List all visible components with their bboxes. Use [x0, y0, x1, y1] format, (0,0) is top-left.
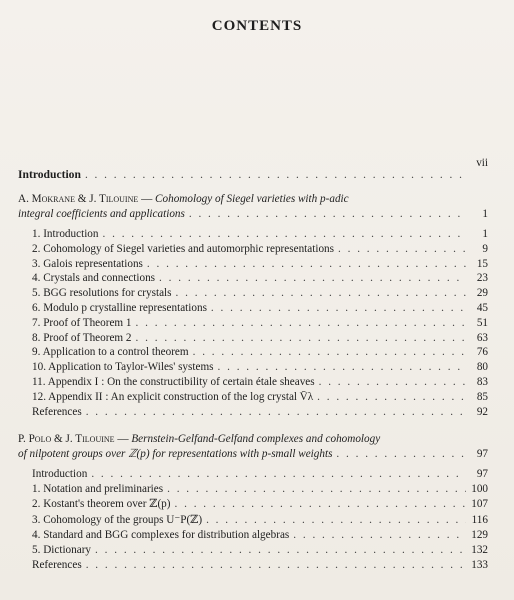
toc-entry-label: 12. Appendix II : An explicit construction of the log crystal V̄λ [32, 390, 314, 403]
toc-entry[interactable] [32, 498, 488, 511]
leader-dots [136, 332, 466, 345]
toc-entry[interactable] [32, 302, 488, 315]
toc-entry-label: 9. Application to a control theorem [32, 346, 189, 359]
leader-dots [211, 302, 466, 315]
toc-entry[interactable] [32, 391, 488, 404]
toc-entry[interactable] [32, 376, 488, 389]
leader-dots [85, 169, 466, 182]
article-title-line1: Bernstein-Gelfand-Gelfand complexes and cohomology [131, 433, 381, 445]
toc-entry-label: 3. Galois representations [32, 257, 143, 270]
leader-dots [175, 498, 467, 511]
toc-entry-page: 133 [471, 559, 488, 572]
toc-entry-page: 1 [482, 228, 488, 240]
leader-dots [206, 514, 466, 527]
leader-dots [293, 529, 466, 542]
toc-entry[interactable] [32, 317, 488, 330]
toc-entry[interactable] [32, 346, 488, 359]
leader-dots [103, 228, 467, 241]
toc-entry-label: 4. Crystals and connections [32, 272, 156, 285]
leader-dots [193, 346, 466, 359]
toc-entry-page: 83 [476, 376, 488, 388]
article-authors: P. Polo & J. Tilouine [18, 433, 115, 445]
leader-dots [136, 317, 466, 330]
article-authors: A. Mokrane & J. Tilouine [18, 193, 139, 205]
toc-entry-label: 1. Notation and preliminaries [32, 483, 164, 496]
toc-entry-page: 9 [482, 242, 488, 255]
toc-entry-label: 10. Application to Taylor-Wiles' systems [32, 361, 214, 374]
toc-entry[interactable] [32, 559, 488, 572]
leader-dots [319, 376, 466, 389]
toc-entry-page: 97 [476, 468, 488, 480]
toc-entry-page: 15 [476, 257, 488, 270]
toc-entry[interactable] [32, 272, 488, 285]
toc-entry-label: Introduction [32, 468, 88, 480]
toc-entry-introduction[interactable] [18, 157, 488, 182]
leader-dots [317, 391, 466, 404]
article-page: 97 [476, 448, 488, 460]
article-page: 1 [482, 208, 488, 220]
toc-entry-page: 107 [471, 498, 488, 511]
toc-entry-label: References [32, 405, 82, 418]
toc-entry-label: 8. Proof of Theorem 2 [32, 331, 132, 344]
toc-entry-page: 51 [476, 316, 488, 329]
toc-entry[interactable] [32, 361, 488, 374]
article-title-line1: Cohomology of Siegel varieties with p-adic [155, 193, 349, 205]
toc-entry-label: 3. Cohomology of the groups U⁻P(ℤ) [32, 513, 203, 526]
toc-entry-label: 1. Introduction [32, 228, 99, 240]
toc-entry-label: 5. BGG resolutions for crystals [32, 287, 172, 300]
leader-dots [86, 406, 466, 419]
toc-entry-page: 92 [476, 405, 488, 418]
article-heading-2[interactable] [18, 432, 488, 462]
toc-entry[interactable] [32, 483, 488, 496]
toc-entry-page: 23 [476, 272, 488, 285]
toc-entry-page: 129 [471, 528, 488, 541]
toc-entry-label: 11. Appendix I : On the constructibility of certain étale sheaves [32, 376, 315, 388]
leader-dots [338, 243, 466, 256]
toc-entry[interactable] [32, 468, 488, 481]
leader-dots [86, 559, 466, 572]
leader-dots [176, 287, 466, 300]
toc-entry-label: 5. Dictionary [32, 544, 92, 556]
toc-entry-label: 4. Standard and BGG complexes for distribution algebras [32, 528, 290, 541]
toc-entry-page: 116 [471, 513, 488, 526]
leader-dots [336, 447, 466, 462]
toc-entry[interactable] [32, 529, 488, 542]
toc-entry-label: 6. Modulo p crystalline representations [32, 302, 207, 314]
toc-entry-page: 132 [471, 544, 488, 556]
toc-entry[interactable] [32, 287, 488, 300]
toc-entry-page: 80 [476, 361, 488, 374]
leader-dots [91, 468, 466, 481]
article-title-line2: of nilpotent groups over ℤ(p) for representations with p-small weights [18, 448, 333, 460]
leader-dots [189, 207, 466, 222]
dash: — [138, 193, 156, 205]
leader-dots [147, 258, 466, 271]
toc-entry[interactable] [32, 258, 488, 271]
toc-entry-label: 2. Cohomology of Siegel varieties and automorphic representations [32, 242, 334, 255]
leader-dots [159, 272, 466, 285]
page-title: CONTENTS [211, 18, 303, 34]
toc-entry-page: 76 [476, 346, 488, 359]
toc-entry-label: References [32, 559, 82, 572]
toc-entry-label: 2. Kostant's theorem over ℤ(p) [32, 498, 171, 511]
toc-entry-page: 29 [476, 287, 488, 300]
leader-dots [167, 483, 466, 496]
leader-dots [95, 544, 466, 557]
toc-entry-label: Introduction [18, 168, 81, 181]
toc-entry-page: vii [476, 157, 488, 169]
toc-entry-page: 63 [476, 331, 488, 344]
toc-entry[interactable] [32, 243, 488, 256]
toc-entry-page: 100 [471, 483, 488, 496]
toc-entry[interactable] [32, 544, 488, 557]
toc-entry[interactable] [32, 228, 488, 241]
toc-entry-page: 45 [476, 302, 488, 314]
leader-dots [218, 361, 466, 374]
article-title-line2: integral coefficients and applications [18, 208, 185, 220]
toc-entry[interactable] [32, 406, 488, 419]
toc-entry[interactable] [32, 332, 488, 345]
toc-entry-page: 85 [476, 390, 488, 403]
toc-entry[interactable] [32, 514, 488, 527]
dash: — [114, 433, 132, 445]
article-heading-1[interactable] [18, 192, 488, 222]
toc-entry-label: 7. Proof of Theorem 1 [32, 316, 132, 329]
